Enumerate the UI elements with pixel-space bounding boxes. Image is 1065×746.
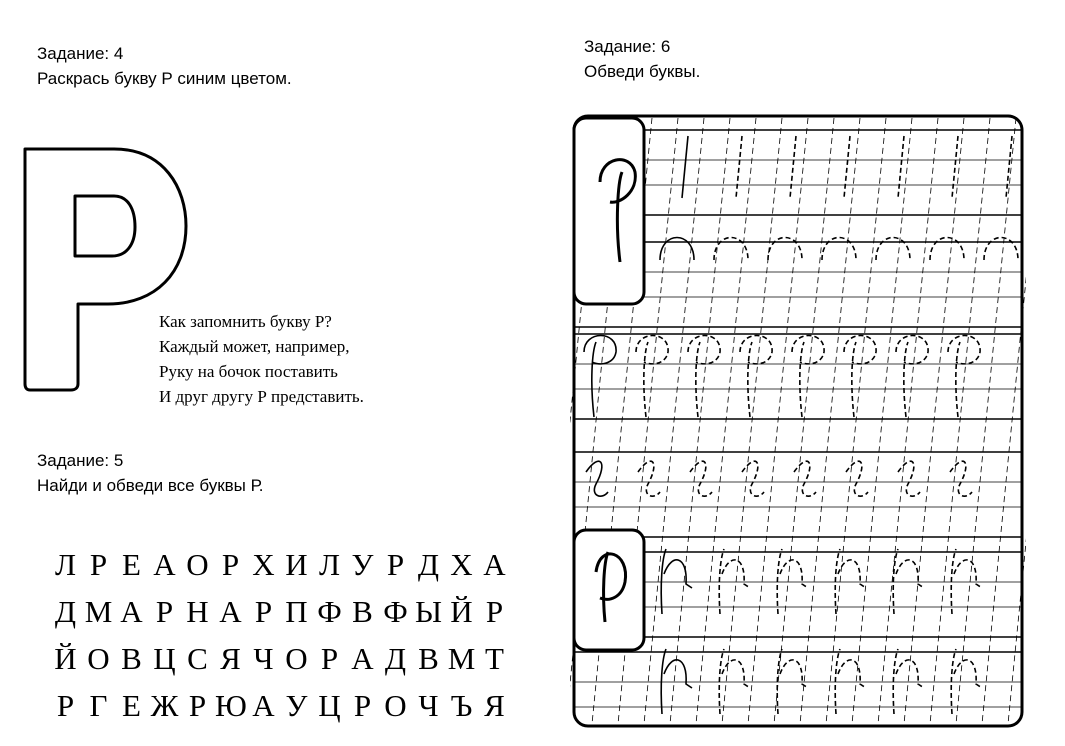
poem-line: Как запомнить букву Р?	[159, 312, 332, 331]
grid-letter[interactable]: Й	[54, 641, 79, 676]
letter-search-grid	[50, 541, 512, 729]
grid-letter[interactable]: Х	[252, 547, 277, 582]
grid-letter[interactable]: М	[447, 641, 478, 676]
grid-letter[interactable]: Д	[384, 641, 409, 676]
poem	[159, 309, 364, 409]
grid-letter[interactable]: И	[285, 547, 310, 582]
grid-letter[interactable]: Р	[353, 688, 374, 723]
grid-letter[interactable]: Ц	[318, 688, 343, 723]
grid-letter[interactable]: Ч	[253, 641, 276, 676]
task-4-instruction: Раскрась букву Р синим цветом.	[37, 69, 292, 88]
task-6-title: Задание: 6	[584, 37, 671, 56]
grid-letter[interactable]: Р	[485, 594, 506, 629]
grid-letter[interactable]: Р	[386, 547, 407, 582]
letter-row	[50, 682, 512, 729]
grid-letter[interactable]: Д	[54, 594, 79, 629]
grid-letter[interactable]: В	[352, 594, 375, 629]
grid-letter[interactable]: Р	[320, 641, 341, 676]
task-5-title: Задание: 5	[37, 451, 124, 470]
grid-letter[interactable]: Ч	[418, 688, 441, 723]
grid-letter[interactable]: Л	[54, 547, 79, 582]
grid-letter[interactable]: А	[219, 594, 244, 629]
grid-letter[interactable]: А	[120, 594, 145, 629]
letter-row	[50, 635, 512, 682]
grid-letter[interactable]: Р	[221, 547, 242, 582]
grid-letter[interactable]: Х	[450, 547, 475, 582]
grid-letter[interactable]: Л	[318, 547, 343, 582]
grid-letter[interactable]: Р	[254, 594, 275, 629]
grid-letter[interactable]: Я	[484, 688, 507, 723]
grid-letter[interactable]: Р	[89, 547, 110, 582]
grid-letter[interactable]: Й	[450, 594, 475, 629]
grid-letter[interactable]: Р	[188, 688, 209, 723]
grid-letter[interactable]: Ф	[383, 594, 410, 629]
grid-letter[interactable]: В	[418, 641, 441, 676]
grid-letter[interactable]: В	[121, 641, 144, 676]
grid-letter[interactable]: Ю	[215, 688, 249, 723]
letter-row	[50, 588, 512, 635]
grid-letter[interactable]: Д	[417, 547, 442, 582]
letter-row	[50, 541, 512, 588]
grid-letter[interactable]: Я	[220, 641, 243, 676]
grid-letter[interactable]: Н	[186, 594, 211, 629]
grid-letter[interactable]: Ж	[150, 688, 181, 723]
grid-letter[interactable]: А	[252, 688, 277, 723]
task-6-header	[584, 34, 700, 84]
grid-letter[interactable]: О	[285, 641, 310, 676]
grid-letter[interactable]: С	[187, 641, 210, 676]
grid-letter[interactable]: А	[351, 641, 376, 676]
grid-letter[interactable]: Ы	[414, 594, 445, 629]
task-5-header	[37, 448, 263, 498]
grid-letter[interactable]: Т	[485, 641, 506, 676]
grid-letter[interactable]: А	[483, 547, 508, 582]
grid-letter[interactable]: Ъ	[450, 688, 475, 723]
task-6-instruction: Обведи буквы.	[584, 62, 701, 81]
task-5-instruction: Найди и обведи все буквы Р.	[37, 476, 264, 495]
grid-letter[interactable]: Е	[122, 547, 143, 582]
grid-letter[interactable]: Р	[56, 688, 77, 723]
grid-letter[interactable]: М	[84, 594, 115, 629]
grid-letter[interactable]: А	[153, 547, 178, 582]
grid-letter[interactable]: О	[87, 641, 112, 676]
poem-line: И друг другу Р представить.	[159, 387, 364, 406]
grid-letter[interactable]: Г	[89, 688, 110, 723]
grid-letter[interactable]: О	[186, 547, 211, 582]
grid-letter[interactable]: У	[351, 547, 376, 582]
grid-letter[interactable]: Ф	[317, 594, 344, 629]
grid-letter[interactable]: Е	[122, 688, 143, 723]
poem-line: Руку на бочок поставить	[159, 362, 338, 381]
task-4-title: Задание: 4	[37, 44, 124, 63]
grid-letter[interactable]: П	[285, 594, 310, 629]
tracing-sheet[interactable]	[570, 112, 1026, 730]
grid-letter[interactable]: О	[384, 688, 409, 723]
sample-box	[574, 530, 644, 650]
grid-letter[interactable]: У	[285, 688, 310, 723]
grid-letter[interactable]: Ц	[153, 641, 178, 676]
grid-letter[interactable]: Р	[155, 594, 176, 629]
sample-box	[574, 118, 644, 304]
poem-line: Каждый может, например,	[159, 337, 350, 356]
task-4-header	[37, 41, 292, 91]
